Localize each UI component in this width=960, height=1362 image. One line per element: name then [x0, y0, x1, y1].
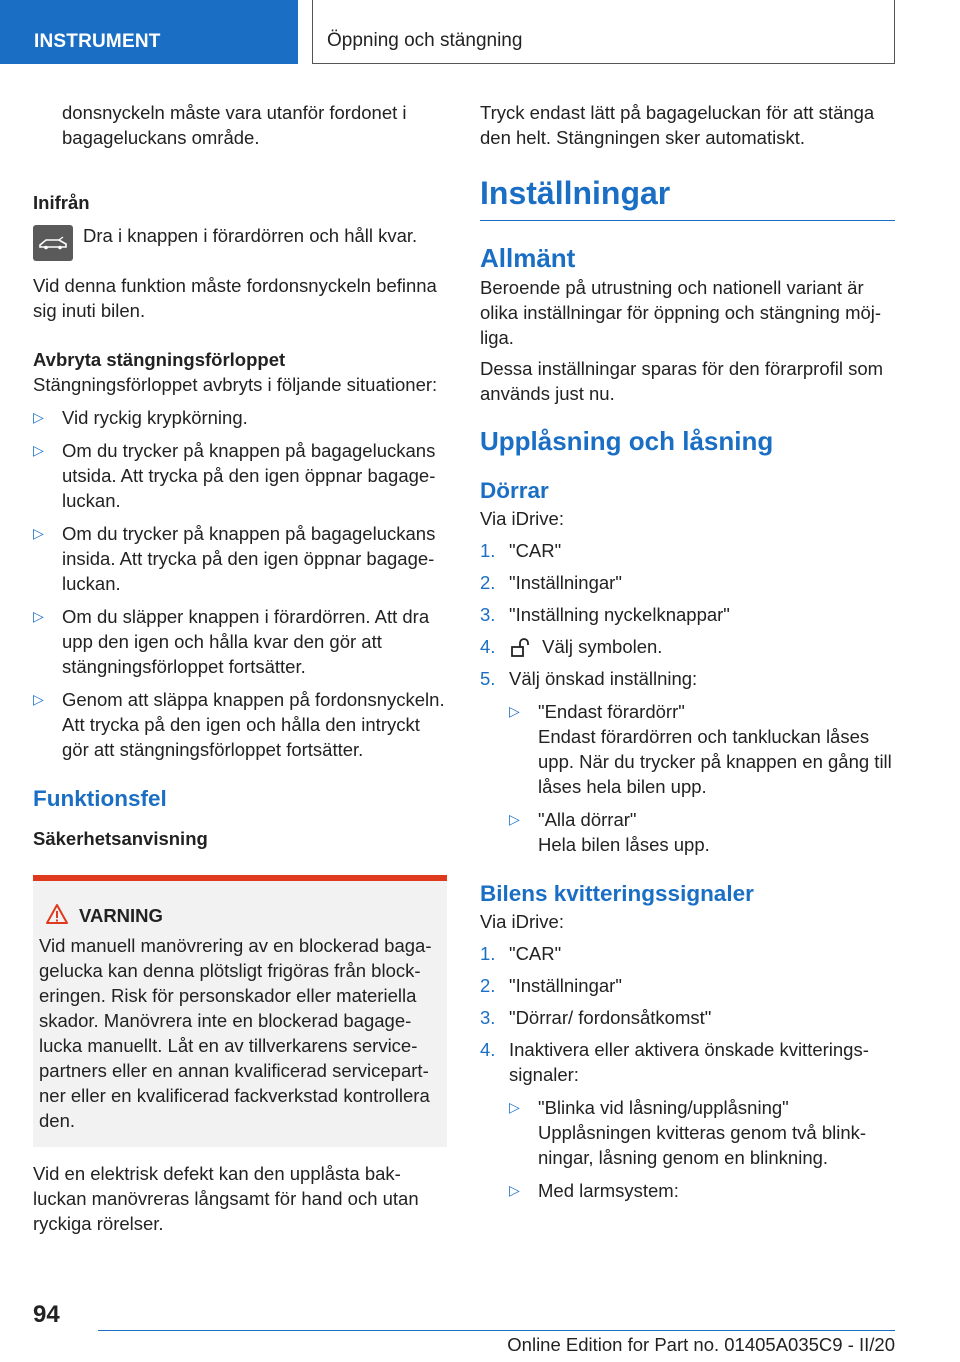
inside-row — [33, 223, 447, 263]
warning-text: Vid manuell manövrering av en blockerad bagagelucka kan denna plötsligt frigöras från blockeringen. Risk för personskador eller materiella skador. Manövrera inte en blockerad bagagelucka manuellt. Låt en av tillverkarens servicepartners eller en annan kvalificerad servicepartner eller en kvalificerad fackverkstad kontrollera den. — [39, 935, 432, 1131]
list-item: 4. Välj symbolen. — [480, 636, 663, 657]
doors-via-idrive: Via iDrive: — [480, 508, 564, 529]
right-column — [480, 100, 895, 1203]
general-p2: Dessa inställningar sparas för den förarprofil som används just nu. — [480, 358, 884, 404]
unlock-icon — [509, 638, 531, 658]
tailgate-button-icon — [33, 225, 73, 261]
list-item: ▷ "Endast förardörr" Endast förardörren och tankluckan låses upp. När du trycker på knappen en gång till låses hela bilen upp. — [509, 701, 892, 797]
bullet-triangle-icon: ▷ — [509, 703, 520, 719]
function-note: Vid denna funktion måste fordonsnyckeln befinna sig inuti bilen. — [33, 275, 437, 321]
warning-triangle-icon — [45, 903, 69, 925]
bullet-triangle-icon: ▷ — [33, 409, 44, 425]
bullet-triangle-icon: ▷ — [33, 525, 44, 541]
list-item: ▷ "Blinka vid låsning/upplåsning" Upplåsningen kvitteras genom två blinkningar, låsning genom en blinkning. — [509, 1097, 867, 1168]
bullet-triangle-icon: ▷ — [33, 442, 44, 458]
settings-heading: Inställningar — [480, 172, 895, 221]
malfunction-heading: Funktionsfel — [33, 786, 167, 811]
page-number: 94 — [33, 1301, 60, 1328]
signals-via-idrive: Via iDrive: — [480, 911, 564, 932]
general-p1: Beroende på utrustning och nationell variant är olika inställningar för öppning och stängning möjliga. — [480, 277, 882, 348]
footer-divider — [98, 1330, 895, 1331]
list-item: 5. Välj önskad inställning: ▷ "Endast förardörr" Endast förardörren och tankluckan låses upp. När du trycker på knappen en gång till låses hela bilen upp. ▷ "Alla dörrar" Hela bilen låses upp. — [480, 666, 895, 857]
abort-intro: Stängningsförloppet avbryts i följande situationer: — [33, 374, 438, 395]
signals-heading: Bilens kvitteringssignaler — [480, 881, 754, 906]
list-item: ▷ Om du släpper knappen i förardörren. Att dra upp den igen och hålla kvar den gör att stängningsförloppet fortsätter. — [33, 606, 430, 677]
signal-steps — [480, 941, 895, 1203]
general-heading: Allmänt — [480, 243, 576, 273]
inside-text: Dra i knappen i förardörren och håll kvar. — [83, 225, 418, 246]
list-item: 4. Inaktivera eller aktivera önskade kvitteringssignaler: ▷ "Blinka vid låsning/upplåsning" Upplåsningen kvitteras genom två blinkningar, låsning genom en blinkning. ▷ Med larmsystem: — [480, 1037, 895, 1203]
list-item: 1. "CAR" — [480, 540, 562, 561]
bullet-triangle-icon: ▷ — [509, 1099, 520, 1115]
signal-options — [509, 1095, 895, 1203]
abort-list — [33, 405, 447, 762]
list-item: ▷ "Alla dörrar" Hela bilen låses upp. — [509, 809, 710, 855]
safety-heading: Säkerhetsanvisning — [33, 828, 208, 849]
abort-heading: Avbryta stängningsförloppet — [33, 349, 286, 370]
list-item: ▷ Vid ryckig krypkörning. — [33, 407, 248, 428]
bullet-triangle-icon: ▷ — [33, 608, 44, 624]
electric-fault-text: Vid en elektrisk defekt kan den upplåsta bakluckan manövreras långsamt för hand och utan ryckiga rörelser. — [33, 1163, 419, 1234]
list-item: 3. "Inställning nyckelknappar" — [480, 604, 730, 625]
list-item: 3. "Dörrar/ fordonsåtkomst" — [480, 1007, 712, 1028]
door-steps — [480, 538, 895, 857]
list-item: 2. "Inställningar" — [480, 975, 622, 996]
bullet-triangle-icon: ▷ — [33, 691, 44, 707]
bullet-triangle-icon: ▷ — [509, 1182, 520, 1198]
inside-heading: Inifrån — [33, 192, 90, 213]
list-item: ▷ Om du trycker på knappen på bagageluckans utsida. Att trycka på den igen öppnar bagageluckan. — [33, 440, 436, 511]
list-item: ▷ Genom att släppa knappen på fordonsnyckeln. Att trycka på den igen och hålla den intryckt gör att stängningsförloppet fortsätter. — [33, 689, 445, 760]
list-item: 1. "CAR" — [480, 943, 562, 964]
list-item: ▷ Med larmsystem: — [509, 1180, 679, 1201]
warning-title: VARNING — [39, 903, 439, 929]
bullet-triangle-icon: ▷ — [509, 811, 520, 827]
doors-heading: Dörrar — [480, 478, 549, 503]
warning-box — [33, 875, 447, 1147]
left-column — [33, 100, 447, 1236]
footer-edition: Online Edition for Part no. 01405A035C9 - II/20 — [507, 1334, 895, 1355]
list-item: 2. "Inställningar" — [480, 572, 622, 593]
section-tab: INSTRUMENT — [0, 0, 298, 64]
right-intro: Tryck endast lätt på bagageluckan för att stänga den helt. Stängningen sker automatiskt. — [480, 102, 875, 148]
unlock-heading: Upplåsning och låsning — [480, 426, 774, 456]
list-item: ▷ Om du trycker på knappen på bagageluckans insida. Att trycka på den igen öppnar bagageluckan. — [33, 523, 436, 594]
chapter-title: Öppning och stängning — [312, 0, 895, 64]
intro-text: donsnyckeln måste vara utanför fordonet i bagageluckans område. — [62, 102, 407, 148]
door-options — [509, 699, 895, 857]
